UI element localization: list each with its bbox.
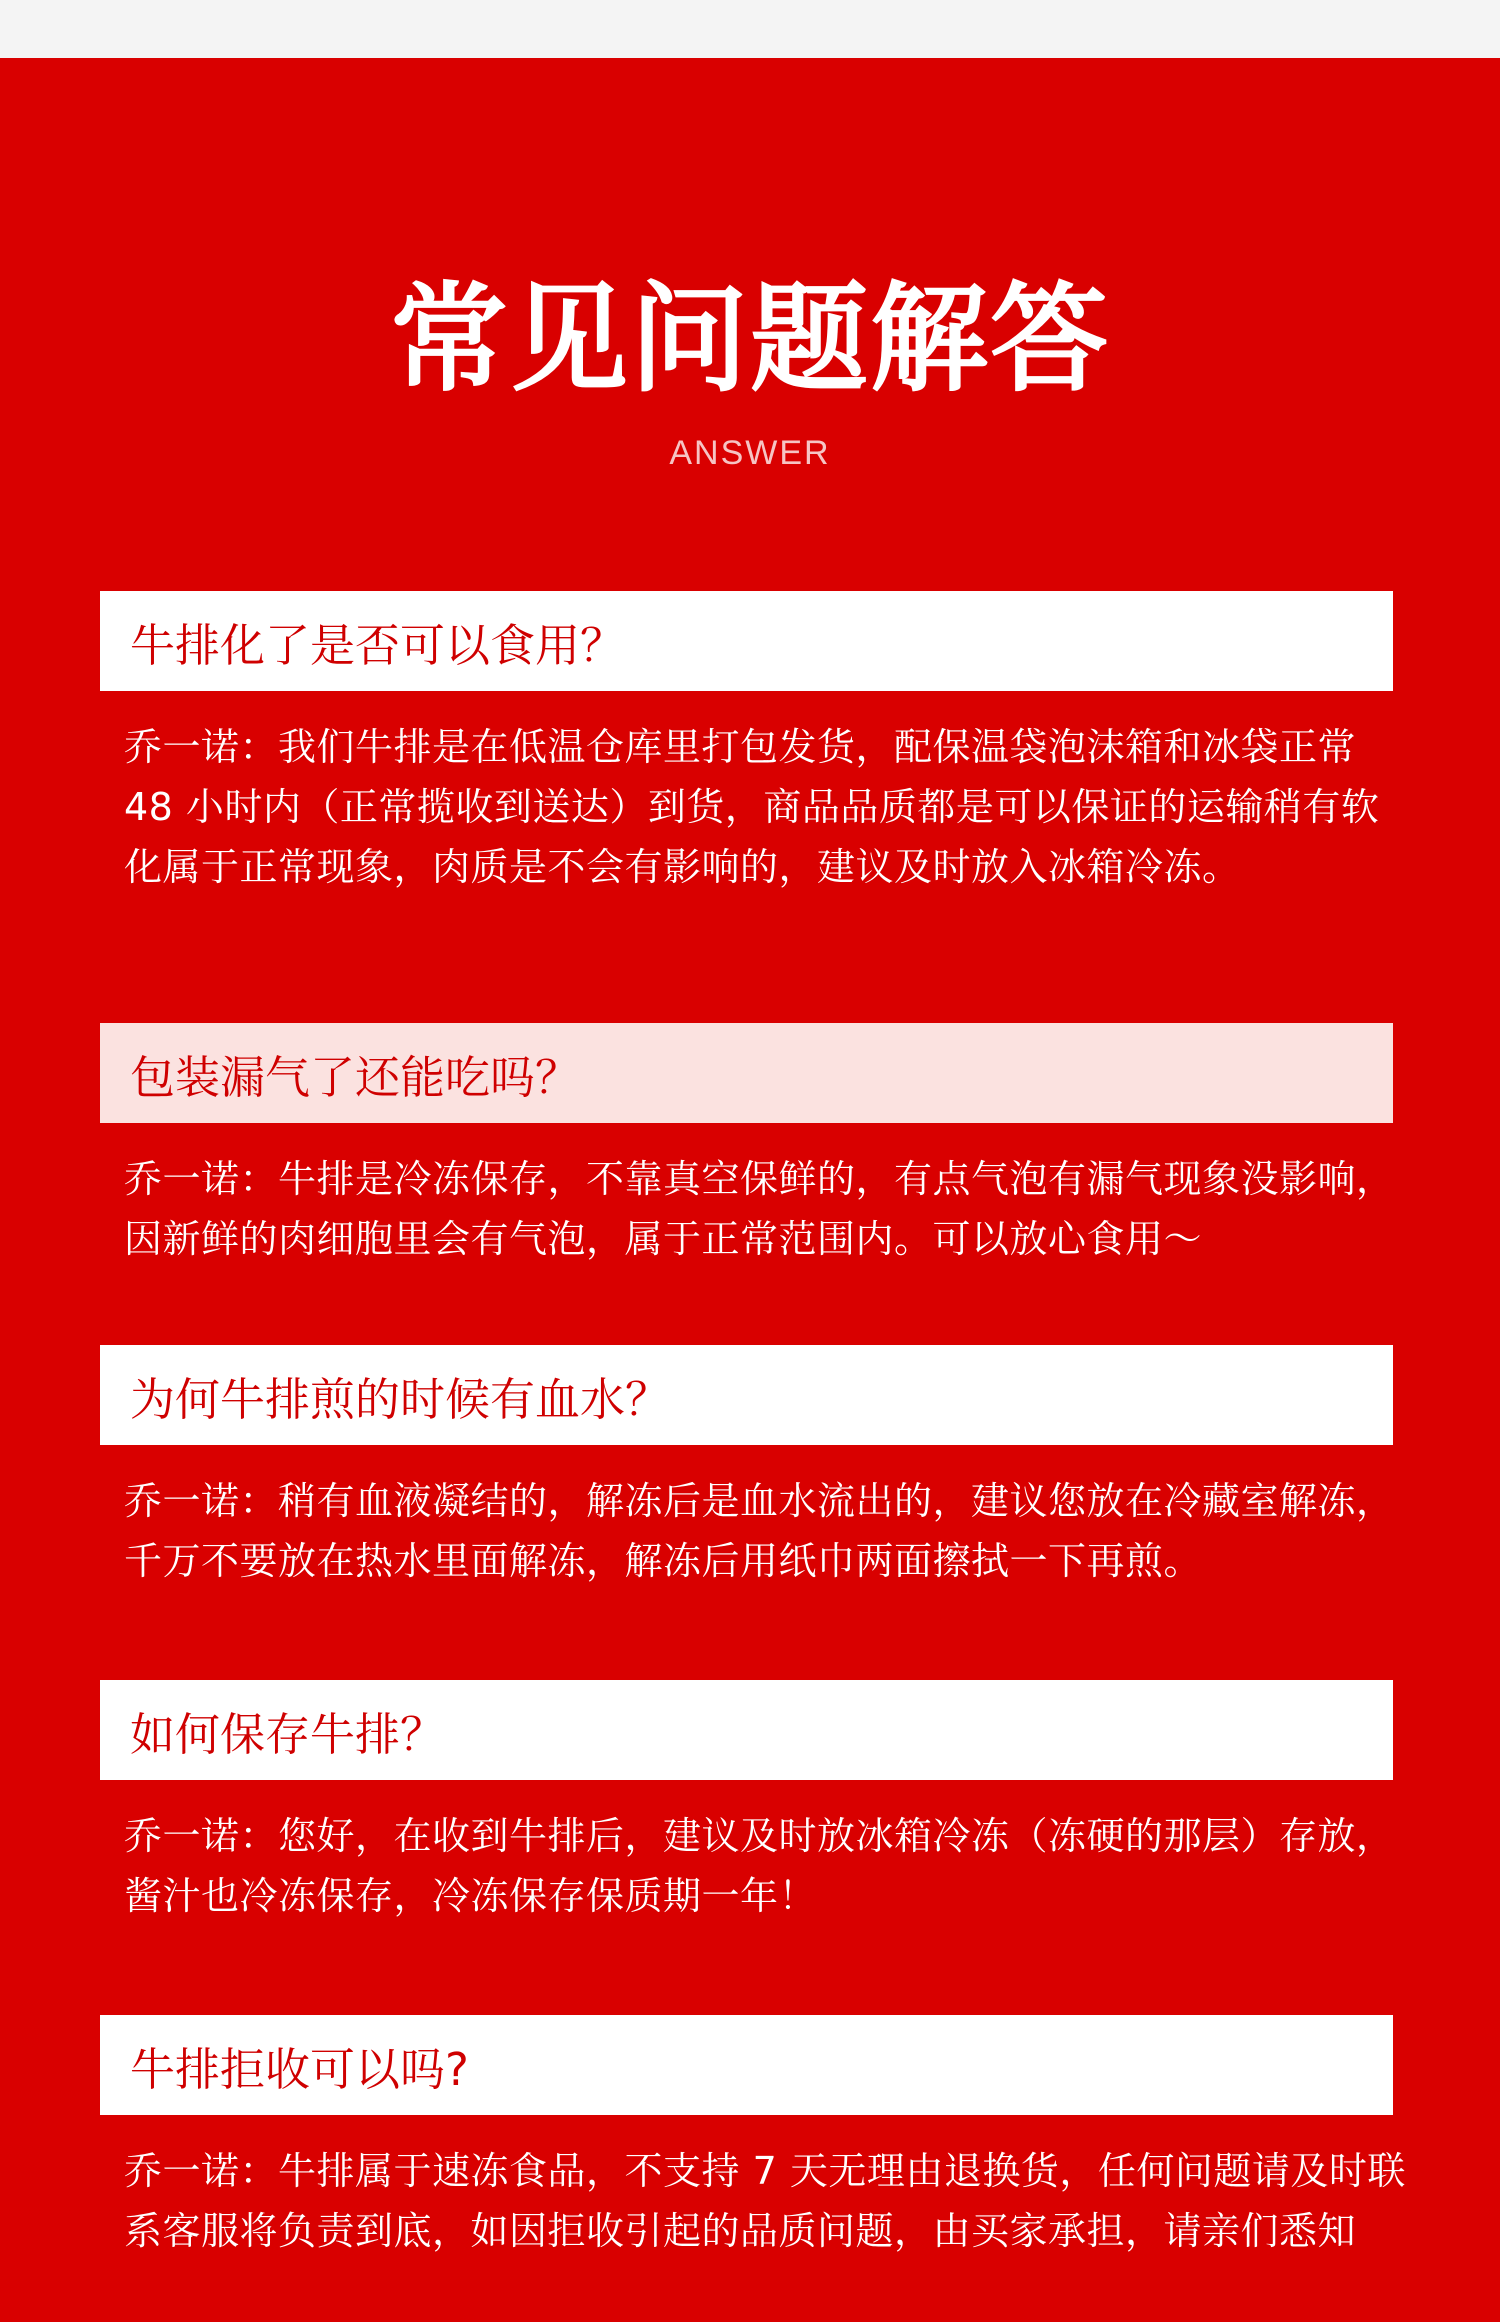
question-bar [100, 1345, 1393, 1445]
question-bar [100, 2015, 1393, 2115]
faq-item-refuse-delivery [100, 2015, 1406, 2261]
answer-text: 乔一诺：稍有血液凝结的，解冻后是血水流出的，建议您放在冷藏室解冻，千万不要放在热水里面解冻，解冻后用纸巾两面擦拭一下再煎。 [124, 1479, 1395, 1583]
question-bar [100, 1023, 1393, 1123]
answer-text: 乔一诺：牛排属于速冻食品，不支持 7 天无理由退换货，任何问题请及时联系客服将负责到底，如因拒收引起的品质问题，由买家承担，请亲们悉知 [124, 2149, 1406, 2253]
question-bar [100, 591, 1393, 691]
faq-item-package-leak [100, 1023, 1393, 1269]
faq-item-how-to-store [100, 1680, 1393, 1926]
top-strip [0, 0, 1500, 58]
question-bar [100, 1680, 1393, 1780]
answer-text: 乔一诺：您好，在收到牛排后，建议及时放冰箱冷冻（冻硬的那层）存放，酱汁也冷冻保存，冷冻保存保质期一年！ [124, 1814, 1395, 1918]
question-text: 为何牛排煎的时候有血水？ [130, 1372, 671, 1426]
question-text: 如何保存牛排？ [130, 1707, 446, 1761]
faq-item-storage-thaw [100, 591, 1393, 897]
question-text: 包装漏气了还能吃吗？ [130, 1050, 581, 1104]
answer-text: 乔一诺：我们牛排是在低温仓库里打包发货，配保温袋泡沫箱和冰袋正常 48 小时内（正常揽收到送达）到货，商品品质都是可以保证的运输稍有软化属于正常现象，肉质是不会有影响的，建议及时放入冰箱冷冻。 [124, 725, 1380, 889]
question-text: 牛排化了是否可以食用？ [130, 618, 626, 672]
answer-text: 乔一诺：牛排是冷冻保存，不靠真空保鲜的，有点气泡有漏气现象没影响，因新鲜的肉细胞里会有气泡，属于正常范围内。可以放心食用～ [124, 1157, 1395, 1261]
page-title: 常见问题解答 [389, 270, 1110, 408]
faq-item-blood-water [100, 1345, 1393, 1591]
faq-panel [0, 58, 1500, 2322]
question-text: 牛排拒收可以吗? [130, 2042, 469, 2096]
page-subtitle: ANSWER [669, 434, 831, 472]
